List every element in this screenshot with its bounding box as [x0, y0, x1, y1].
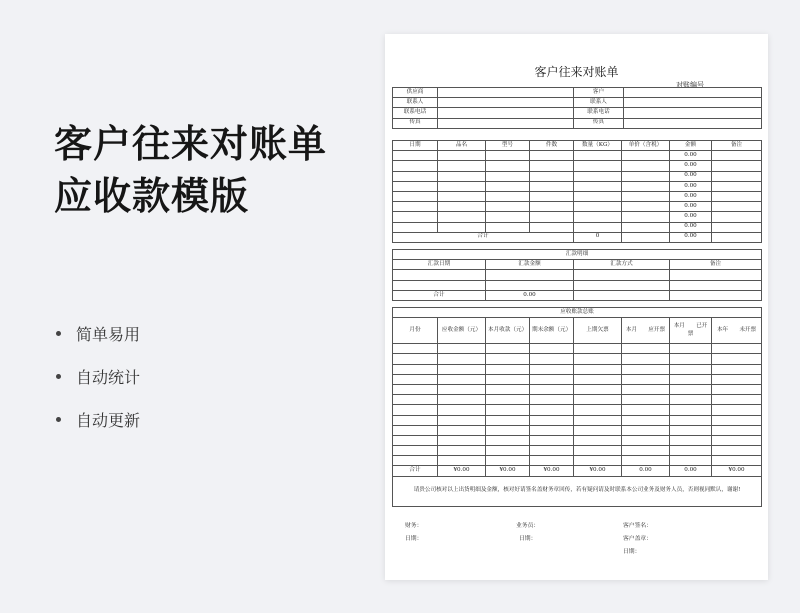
table-cell — [393, 405, 438, 415]
table-cell — [712, 354, 762, 364]
table-cell — [670, 354, 712, 364]
summary-title-row — [393, 308, 762, 318]
table-cell — [393, 344, 438, 354]
table-cell — [393, 191, 438, 201]
table-cell — [486, 344, 530, 354]
table-cell — [486, 395, 530, 405]
summary-row — [393, 344, 762, 354]
table-cell — [574, 270, 670, 280]
table-cell — [486, 374, 530, 384]
column-header: 本年 未开票 — [712, 318, 762, 344]
table-cell — [486, 212, 530, 222]
summary-row — [393, 384, 762, 394]
summary-row — [393, 395, 762, 405]
detail-row — [393, 222, 762, 232]
remit-table — [392, 249, 762, 301]
table-cell — [393, 161, 438, 171]
table-cell — [670, 384, 712, 394]
table-cell — [438, 181, 486, 191]
table-cell — [438, 364, 486, 374]
remit-header-row — [393, 260, 762, 270]
info-label: 传真 — [393, 118, 438, 128]
info-label: 联系人 — [574, 98, 624, 108]
table-cell — [712, 425, 762, 435]
table-cell — [622, 354, 670, 364]
column-header: 数量（KG） — [574, 141, 622, 151]
customer-date-label: 日期： — [623, 549, 641, 555]
table-cell — [393, 151, 438, 161]
table-cell — [530, 435, 574, 445]
salesman-signature-label: 业务员： — [516, 523, 540, 529]
info-table-body — [393, 88, 762, 129]
summary-table — [392, 307, 762, 507]
table-cell — [622, 456, 670, 466]
salesman-date-label: 日期： — [519, 536, 537, 542]
table-cell — [438, 202, 486, 212]
total-value: ¥0.00 — [712, 466, 762, 476]
column-header: 本月 已开票 — [670, 318, 712, 344]
table-cell — [712, 374, 762, 384]
table-cell — [622, 344, 670, 354]
table-cell — [670, 270, 762, 280]
table-cell — [670, 446, 712, 456]
table-cell — [574, 354, 622, 364]
column-header: 金额 — [670, 141, 712, 151]
remit-row — [393, 280, 762, 290]
table-cell — [670, 364, 712, 374]
feature-label: 简单易用 — [76, 325, 141, 344]
table-cell — [393, 395, 438, 405]
table-cell — [622, 171, 670, 181]
table-cell — [438, 191, 486, 201]
detail-total-row — [393, 232, 762, 242]
table-cell — [574, 191, 622, 201]
bullet-icon — [56, 374, 61, 379]
table-cell — [393, 171, 438, 181]
table-cell — [712, 456, 762, 466]
table-cell — [574, 280, 670, 290]
table-cell — [712, 395, 762, 405]
table-cell — [393, 374, 438, 384]
table-cell — [670, 290, 762, 300]
table-cell — [712, 232, 762, 242]
info-value — [624, 118, 762, 128]
total-qty: 0 — [574, 232, 622, 242]
feature-list — [56, 312, 140, 441]
table-cell — [622, 435, 670, 445]
column-header: 汇款方式 — [574, 260, 670, 270]
table-cell — [622, 161, 670, 171]
table-cell — [712, 202, 762, 212]
summary-row — [393, 364, 762, 374]
table-cell — [670, 395, 712, 405]
table-cell — [530, 384, 574, 394]
summary-row — [393, 405, 762, 415]
table-cell — [670, 280, 762, 290]
amount-cell: 0.00 — [670, 222, 712, 232]
feature-item — [56, 312, 140, 355]
table-cell — [530, 446, 574, 456]
table-cell — [530, 456, 574, 466]
table-cell — [622, 212, 670, 222]
table-cell — [393, 181, 438, 191]
table-cell — [486, 364, 530, 374]
detail-table — [392, 140, 762, 243]
column-header: 日期 — [393, 141, 438, 151]
table-cell — [670, 456, 712, 466]
table-cell — [574, 435, 622, 445]
table-cell — [486, 354, 530, 364]
statement-number-label: 对账编号 — [676, 81, 704, 89]
table-cell — [438, 415, 486, 425]
summary-row — [393, 456, 762, 466]
column-header: 期末余额（元） — [530, 318, 574, 344]
finance-signature-label: 财务： — [405, 523, 423, 529]
bullet-icon — [56, 417, 61, 422]
table-cell — [486, 151, 530, 161]
total-amount: 0.00 — [486, 290, 574, 300]
table-cell — [438, 395, 486, 405]
info-value — [438, 98, 574, 108]
feature-item — [56, 398, 140, 441]
note-row — [393, 476, 762, 506]
info-value — [624, 88, 762, 98]
table-cell — [622, 151, 670, 161]
amount-cell: 0.00 — [670, 171, 712, 181]
info-row — [393, 118, 762, 128]
table-cell — [486, 202, 530, 212]
table-cell — [438, 435, 486, 445]
table-cell — [486, 415, 530, 425]
table-cell — [712, 212, 762, 222]
table-cell — [530, 374, 574, 384]
table-cell — [574, 181, 622, 191]
amount-cell: 0.00 — [670, 202, 712, 212]
column-header: 件数 — [530, 141, 574, 151]
column-header: 本月 应开票 — [622, 318, 670, 344]
table-cell — [486, 181, 530, 191]
column-header: 汇款日期 — [393, 260, 486, 270]
table-cell — [712, 344, 762, 354]
table-cell — [574, 171, 622, 181]
feature-label: 自动更新 — [76, 411, 141, 430]
table-cell — [712, 415, 762, 425]
table-cell — [622, 181, 670, 191]
table-cell — [622, 415, 670, 425]
summary-row — [393, 446, 762, 456]
column-header: 月份 — [393, 318, 438, 344]
table-cell — [574, 384, 622, 394]
total-value: ¥0.00 — [438, 466, 486, 476]
summary-row — [393, 415, 762, 425]
table-cell — [486, 446, 530, 456]
column-header: 汇款金额 — [486, 260, 574, 270]
table-cell — [622, 446, 670, 456]
table-cell — [530, 354, 574, 364]
table-cell — [574, 222, 622, 232]
total-value: ¥0.00 — [574, 466, 622, 476]
detail-row — [393, 171, 762, 181]
amount-cell: 0.00 — [670, 191, 712, 201]
table-cell — [574, 456, 622, 466]
detail-table-body — [393, 141, 762, 243]
summary-total-row — [393, 466, 762, 476]
amount-cell: 0.00 — [670, 181, 712, 191]
table-cell — [530, 415, 574, 425]
summary-table-body — [393, 308, 762, 507]
table-cell — [670, 415, 712, 425]
detail-header-row — [393, 141, 762, 151]
remit-title-row — [393, 250, 762, 260]
total-value: 0.00 — [670, 466, 712, 476]
table-cell — [622, 384, 670, 394]
table-cell — [530, 364, 574, 374]
summary-row — [393, 435, 762, 445]
table-cell — [574, 395, 622, 405]
confirmation-note: 请贵公司核对以上出货明细及金额，核对好请签名盖财务章回传，若有疑问请及时联系本公司业务及财务人员，否则视同默认，谢谢! — [393, 476, 762, 506]
total-label: 合计 — [393, 232, 574, 242]
table-cell — [574, 161, 622, 171]
info-value — [438, 118, 574, 128]
column-header: 上期欠票 — [574, 318, 622, 344]
table-cell — [530, 161, 574, 171]
table-cell — [622, 425, 670, 435]
table-cell — [486, 405, 530, 415]
info-value — [624, 98, 762, 108]
table-cell — [393, 212, 438, 222]
customer-seal-label: 客户盖章： — [623, 536, 652, 542]
table-cell — [438, 151, 486, 161]
table-cell — [438, 374, 486, 384]
table-cell — [670, 405, 712, 415]
table-cell — [670, 374, 712, 384]
table-cell — [438, 212, 486, 222]
table-cell — [622, 222, 670, 232]
table-cell — [622, 405, 670, 415]
table-cell — [574, 364, 622, 374]
table-cell — [530, 151, 574, 161]
table-cell — [393, 384, 438, 394]
table-cell — [622, 374, 670, 384]
table-cell — [438, 456, 486, 466]
table-cell — [438, 344, 486, 354]
table-cell — [712, 191, 762, 201]
table-cell — [486, 280, 574, 290]
column-header: 备注 — [670, 260, 762, 270]
column-header: 品名 — [438, 141, 486, 151]
table-cell — [530, 344, 574, 354]
total-label: 合计 — [393, 466, 438, 476]
info-label: 供应商 — [393, 88, 438, 98]
table-cell — [530, 212, 574, 222]
table-cell — [622, 395, 670, 405]
table-cell — [712, 151, 762, 161]
total-value: ¥0.00 — [530, 466, 574, 476]
table-cell — [438, 425, 486, 435]
table-cell — [574, 425, 622, 435]
summary-row — [393, 374, 762, 384]
table-cell — [622, 364, 670, 374]
table-cell — [393, 202, 438, 212]
table-cell — [574, 290, 670, 300]
detail-row — [393, 212, 762, 222]
table-cell — [530, 395, 574, 405]
table-cell — [530, 202, 574, 212]
table-cell — [712, 364, 762, 374]
table-cell — [712, 161, 762, 171]
info-label: 客户 — [574, 88, 624, 98]
table-cell — [712, 181, 762, 191]
table-cell — [438, 384, 486, 394]
table-cell — [393, 425, 438, 435]
info-row — [393, 108, 762, 118]
summary-header-row — [393, 318, 762, 344]
total-label: 合计 — [393, 290, 486, 300]
promo-block — [54, 118, 327, 222]
table-cell — [574, 212, 622, 222]
table-cell — [622, 202, 670, 212]
total-value: 0.00 — [622, 466, 670, 476]
table-cell — [712, 222, 762, 232]
summary-row — [393, 354, 762, 364]
table-cell — [486, 161, 530, 171]
amount-cell: 0.00 — [670, 151, 712, 161]
table-cell — [574, 415, 622, 425]
info-value — [438, 88, 574, 98]
info-label: 联系电话 — [574, 108, 624, 118]
info-value — [624, 108, 762, 118]
statement-paper — [385, 34, 768, 580]
table-cell — [622, 191, 670, 201]
table-cell — [670, 425, 712, 435]
info-row — [393, 98, 762, 108]
promo-title-line-2: 应收款模版 — [54, 174, 250, 218]
total-value: ¥0.00 — [486, 466, 530, 476]
table-cell — [670, 344, 712, 354]
remit-row — [393, 270, 762, 280]
info-value — [438, 108, 574, 118]
feature-item — [56, 355, 140, 398]
column-header: 单价（含税） — [622, 141, 670, 151]
info-label: 联系电话 — [393, 108, 438, 118]
info-table — [392, 87, 762, 129]
table-cell — [486, 435, 530, 445]
table-cell — [393, 435, 438, 445]
table-cell — [486, 171, 530, 181]
section-title: 应收账款总账 — [393, 308, 762, 318]
table-cell — [530, 425, 574, 435]
promo-title-line-1: 客户往来对账单 — [54, 122, 328, 166]
section-title: 汇款明细 — [393, 250, 762, 260]
detail-row — [393, 191, 762, 201]
bullet-icon — [56, 331, 61, 336]
table-cell — [438, 446, 486, 456]
table-cell — [574, 446, 622, 456]
table-cell — [438, 405, 486, 415]
column-header: 本月收款（元） — [486, 318, 530, 344]
table-cell — [530, 171, 574, 181]
info-label: 联系人 — [393, 98, 438, 108]
table-cell — [393, 415, 438, 425]
detail-row — [393, 202, 762, 212]
info-row — [393, 88, 762, 98]
table-cell — [393, 354, 438, 364]
table-cell — [574, 202, 622, 212]
column-header: 应收金额（元） — [438, 318, 486, 344]
table-cell — [393, 270, 486, 280]
summary-row — [393, 425, 762, 435]
table-cell — [622, 232, 670, 242]
amount-cell: 0.00 — [670, 212, 712, 222]
table-cell — [574, 151, 622, 161]
finance-date-label: 日期： — [405, 536, 423, 542]
detail-row — [393, 161, 762, 171]
total-amount: 0.00 — [670, 232, 712, 242]
table-cell — [712, 384, 762, 394]
table-cell — [486, 222, 530, 232]
statement-title: 客户往来对账单 — [534, 65, 619, 79]
table-cell — [393, 456, 438, 466]
detail-row — [393, 181, 762, 191]
table-cell — [393, 446, 438, 456]
table-cell — [530, 222, 574, 232]
detail-row — [393, 151, 762, 161]
table-cell — [486, 191, 530, 201]
table-cell — [438, 171, 486, 181]
table-cell — [574, 405, 622, 415]
amount-cell: 0.00 — [670, 161, 712, 171]
info-label: 传真 — [574, 118, 624, 128]
remit-table-body — [393, 250, 762, 301]
table-cell — [486, 425, 530, 435]
table-cell — [486, 456, 530, 466]
table-cell — [574, 374, 622, 384]
table-cell — [393, 222, 438, 232]
table-cell — [486, 270, 574, 280]
table-cell — [486, 384, 530, 394]
table-cell — [670, 435, 712, 445]
table-cell — [574, 344, 622, 354]
table-cell — [712, 405, 762, 415]
table-cell — [712, 171, 762, 181]
feature-label: 自动统计 — [76, 368, 141, 387]
table-cell — [438, 222, 486, 232]
table-cell — [530, 181, 574, 191]
table-cell — [712, 446, 762, 456]
table-cell — [438, 354, 486, 364]
table-cell — [438, 161, 486, 171]
customer-signature-label: 客户签名： — [623, 523, 652, 529]
table-cell — [393, 280, 486, 290]
column-header: 型号 — [486, 141, 530, 151]
remit-total-row — [393, 290, 762, 300]
table-cell — [712, 435, 762, 445]
table-cell — [393, 364, 438, 374]
column-header: 备注 — [712, 141, 762, 151]
table-cell — [530, 191, 574, 201]
table-cell — [530, 405, 574, 415]
